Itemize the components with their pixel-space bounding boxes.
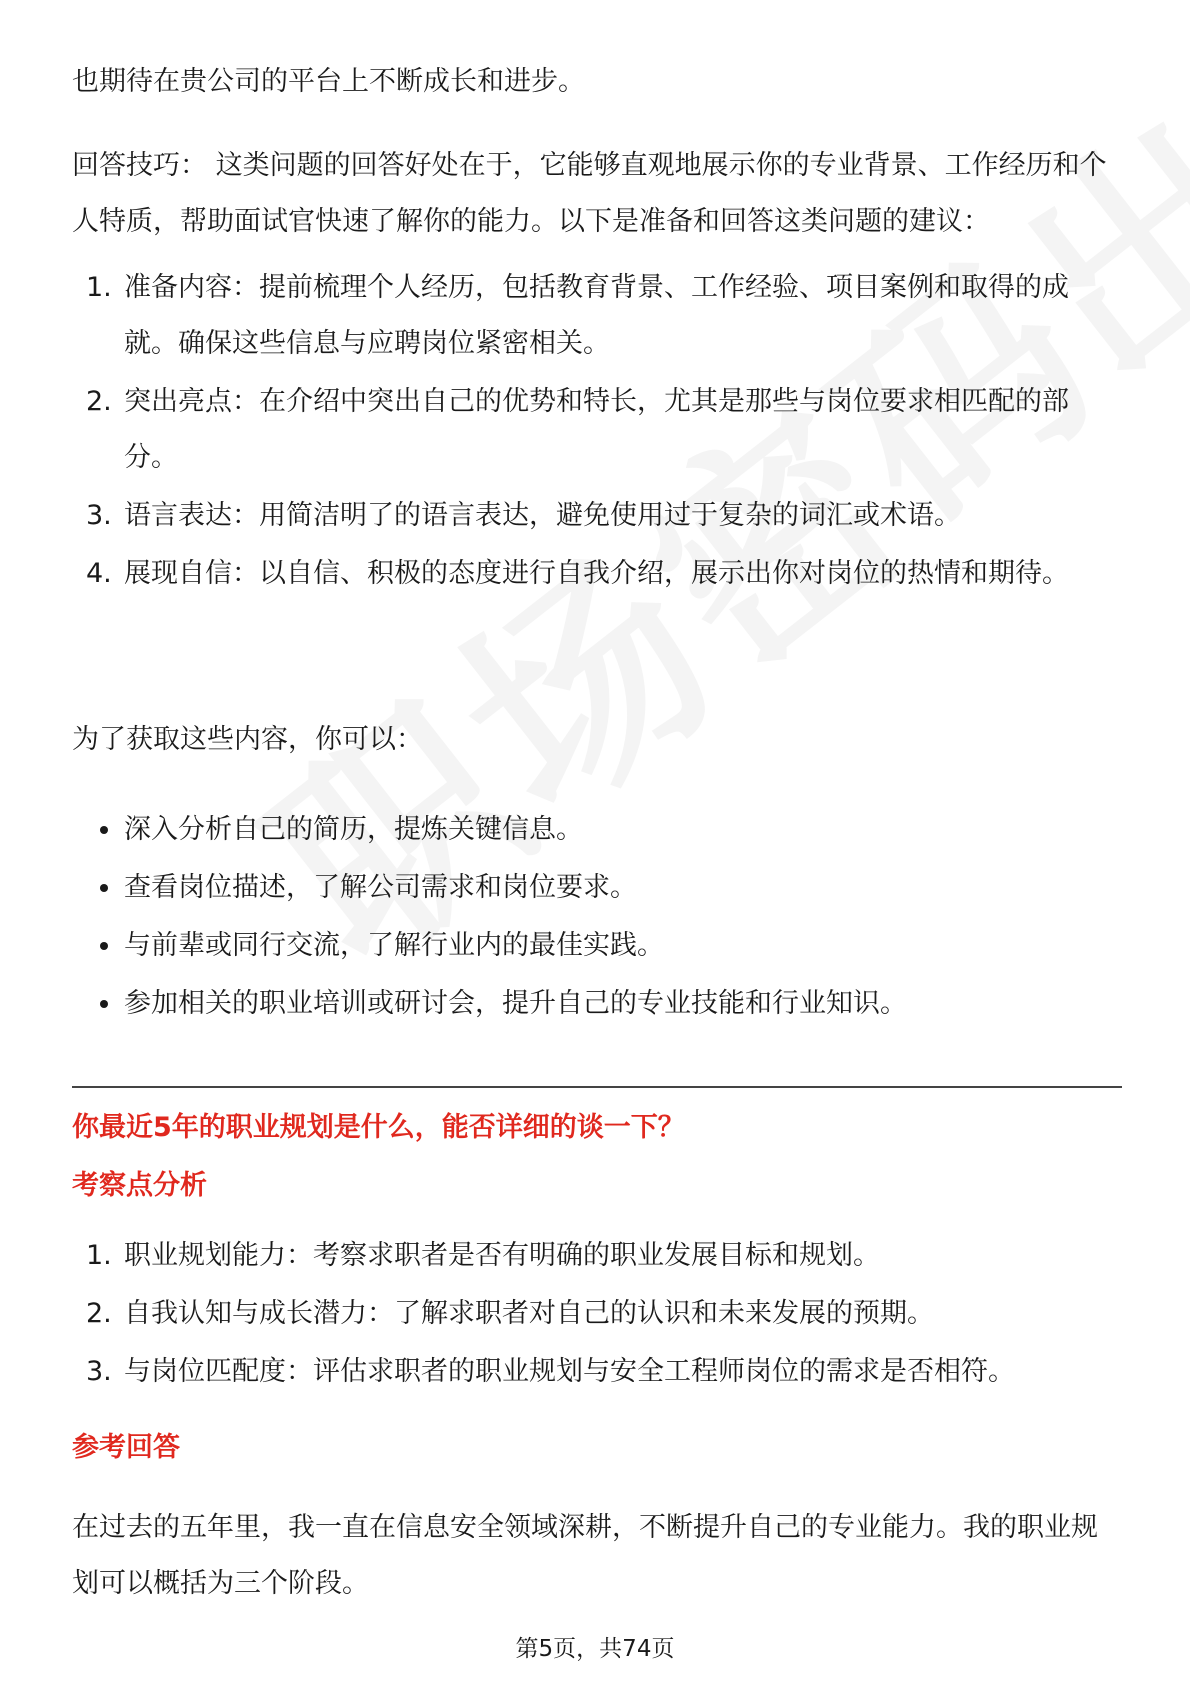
question-heading: 你最近5年的职业规划是什么，能否详细的谈一下？ — [72, 1112, 685, 1143]
list-text: 自我认知与成长潜力：了解求职者对自己的认识和未来发展的预期。 — [124, 1298, 934, 1329]
list-item — [72, 1344, 1122, 1400]
bullet-item — [72, 802, 1122, 858]
obtain-list — [72, 802, 1122, 1034]
list-item — [72, 374, 1122, 486]
bullet-text: 查看岗位描述，了解公司需求和岗位要求。 — [124, 872, 637, 903]
bullet-item — [72, 976, 1122, 1032]
list-number: 2. — [86, 386, 112, 417]
list-text: 准备内容：提前梳理个人经历，包括教育背景、工作经验、项目案例和取得的成就。确保这些信息与应聘岗位紧密相关。 — [124, 272, 1069, 359]
bullet-item — [72, 860, 1122, 916]
tips-paragraph: 回答技巧： 这类问题的回答好处在于，它能够直观地展示你的专业背景、工作经历和个人特质，帮助面试官快速了解你的能力。以下是准备和回答这类问题的建议： — [72, 150, 1107, 237]
list-text: 与岗位匹配度：评估求职者的职业规划与安全工程师岗位的需求是否相符。 — [124, 1356, 1015, 1387]
list-item — [72, 260, 1122, 372]
tips-list — [72, 260, 1122, 604]
list-item — [72, 488, 1122, 544]
list-item — [72, 1286, 1122, 1342]
reference-paragraph: 在过去的五年里，我一直在信息安全领域深耕，不断提升自己的专业能力。我的职业规划可以概括为三个阶段。 — [72, 1512, 1098, 1599]
analysis-heading: 考察点分析 — [72, 1170, 207, 1201]
bullet-text: 与前辈或同行交流，了解行业内的最佳实践。 — [124, 930, 664, 961]
intro-tail-text: 也期待在贵公司的平台上不断成长和进步。 — [72, 66, 585, 97]
list-text: 展现自信：以自信、积极的态度进行自我介绍，展示出你对岗位的热情和期待。 — [124, 558, 1069, 589]
section-divider — [72, 1086, 1122, 1088]
list-number: 3. — [86, 500, 112, 531]
bullet-text: 参加相关的职业培训或研讨会，提升自己的专业技能和行业知识。 — [124, 988, 907, 1019]
list-text: 突出亮点：在介绍中突出自己的优势和特长，尤其是那些与岗位要求相匹配的部分。 — [124, 386, 1069, 473]
list-number: 2. — [86, 1298, 112, 1329]
reference-heading: 参考回答 — [72, 1432, 180, 1463]
page-footer: 第5页，共74页 — [515, 1636, 675, 1662]
analysis-list — [72, 1228, 1122, 1402]
list-item — [72, 1228, 1122, 1284]
list-text: 语言表达：用简洁明了的语言表达，避免使用过于复杂的词汇或术语。 — [124, 500, 961, 531]
bullet-dot-icon — [100, 826, 108, 834]
bullet-dot-icon — [100, 1000, 108, 1008]
list-number: 3. — [86, 1356, 112, 1387]
list-text: 职业规划能力：考察求职者是否有明确的职业发展目标和规划。 — [124, 1240, 880, 1271]
bullet-dot-icon — [100, 884, 108, 892]
list-item — [72, 546, 1122, 602]
bullet-item — [72, 918, 1122, 974]
list-number: 1. — [86, 272, 112, 303]
list-number: 1. — [86, 1240, 112, 1271]
obtain-intro-text: 为了获取这些内容，你可以： — [72, 724, 423, 755]
bullet-dot-icon — [100, 942, 108, 950]
bullet-text: 深入分析自己的简历，提炼关键信息。 — [124, 814, 583, 845]
list-number: 4. — [86, 558, 112, 589]
